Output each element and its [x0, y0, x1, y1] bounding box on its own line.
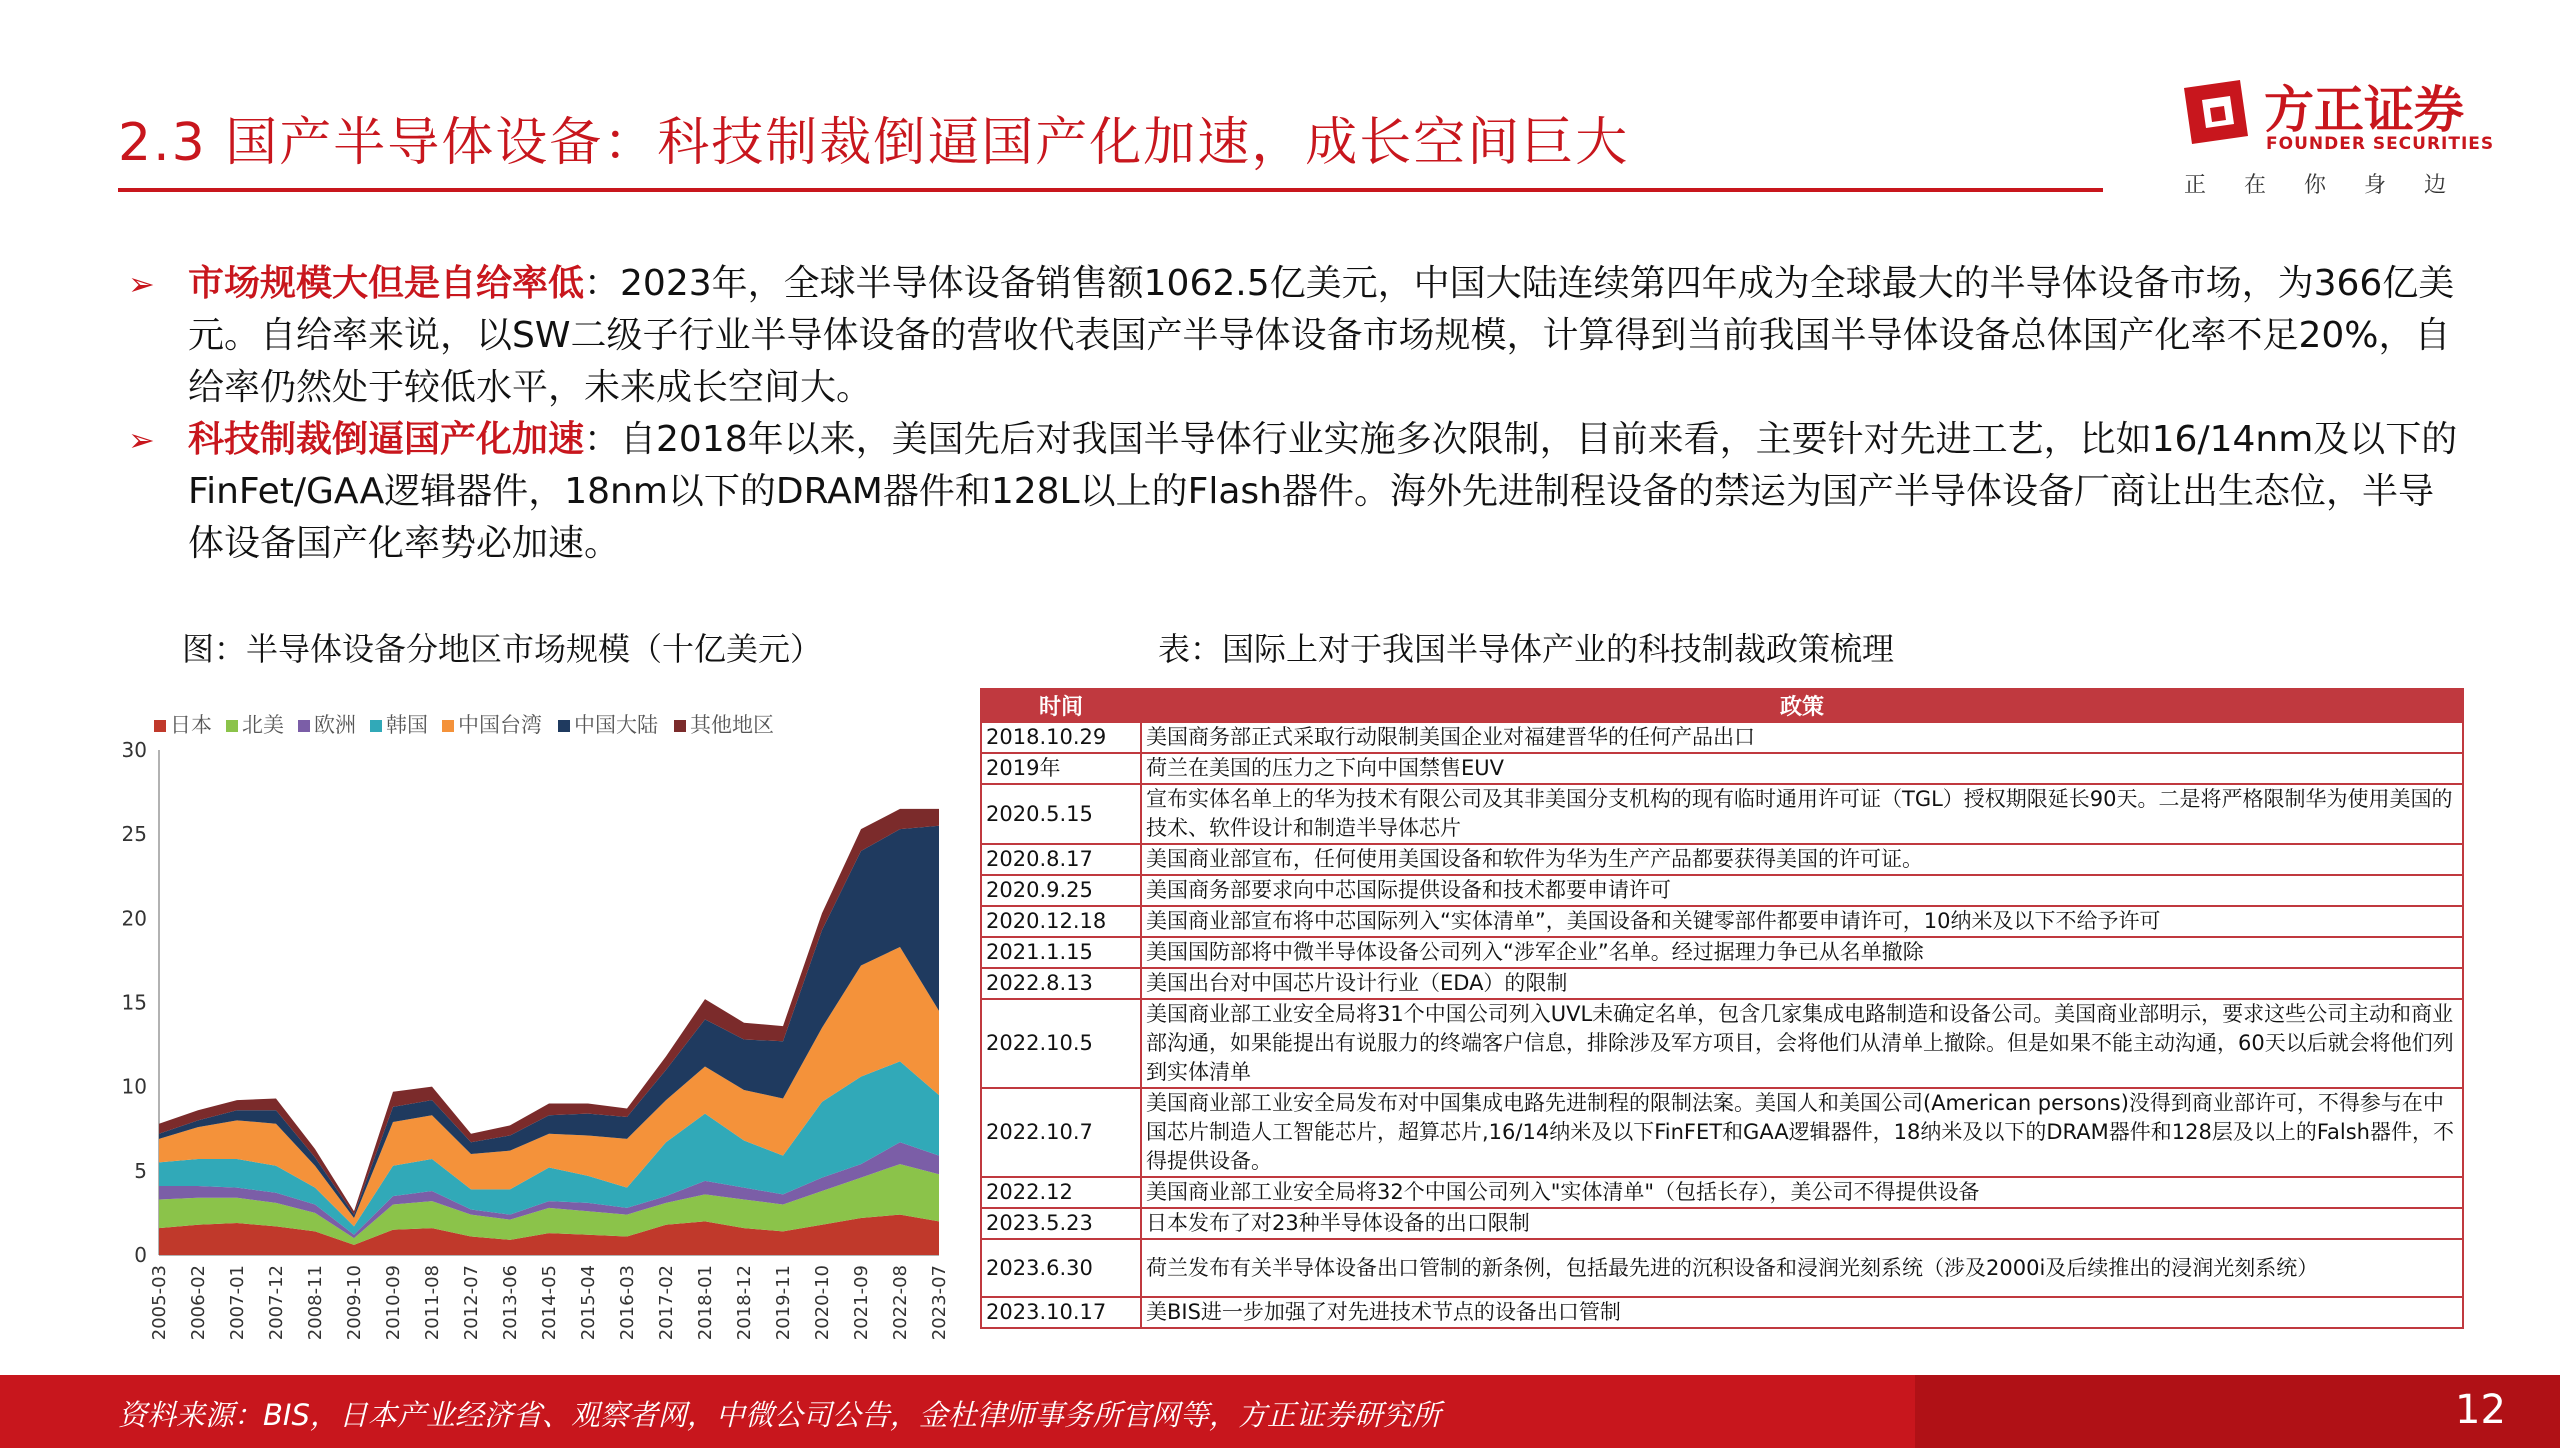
row-time: 2022.10.7	[981, 1088, 1141, 1177]
bullet-text: ：2023年，全球半导体设备销售额1062.5亿美元，中国大陆连续第四年成为全球最大的半导体设备市场，为366亿美元。自给率来说，以SW二级子行业半导体设备的营收代表国产半导体设备市场规模，计算得到当前我国半导体设备总体国产化率不足20%，自给率仍然处于较低水平，未来成长空间大。	[188, 263, 2455, 408]
policy-table-body	[981, 722, 2463, 1328]
table-row	[981, 1208, 2463, 1239]
row-time: 2023.6.30	[981, 1239, 1141, 1297]
row-policy: 美国商业部工业安全局发布对中国集成电路先进制程的限制法案。美国人和美国公司(American persons)没得到商业部许可，不得参与在中国芯片制造人工智能芯片，超算芯片,16/14纳米及以下FinFET和GAA逻辑器件，18纳米及以下的DRAM器件和128层及以上的Falsh器件，不得提供设备。	[1141, 1088, 2463, 1177]
x-tick-label: 2007-12	[266, 1265, 287, 1341]
legend-swatch	[226, 720, 238, 732]
legend-label: 韩国	[386, 713, 428, 737]
row-time: 2022.10.5	[981, 999, 1141, 1088]
table-row	[981, 753, 2463, 784]
page-number: 12	[2455, 1387, 2506, 1433]
table-row	[981, 1297, 2463, 1328]
x-tick-label: 2009-10	[344, 1265, 365, 1341]
logo-english: FOUNDER SECURITIES	[2266, 134, 2495, 154]
x-tick-label: 2014-05	[539, 1265, 560, 1341]
row-policy: 美国商业部工业安全局将31个中国公司列入UVL未确定名单，包含几家集成电路制造和设备公司。美国商业部明示，要求这些公司主动和商业部沟通，如果能提出有说服力的终端客户信息，排除涉及军方项目，会将他们从清单上撤除。但是如果不能主动沟通，60天以后就会将他们列到实体清单	[1141, 999, 2463, 1088]
x-tick-label: 2015-04	[578, 1265, 599, 1341]
column-header-policy: 政策	[1141, 689, 2463, 722]
row-policy: 荷兰在美国的压力之下向中国禁售EUV	[1141, 753, 2463, 784]
table-row	[981, 999, 2463, 1088]
policy-table	[980, 688, 2464, 1329]
bullet-text: ：自2018年以来，美国先后对我国半导体行业实施多次限制，目前来看，主要针对先进工艺，比如16/14nm及以下的FinFet/GAA逻辑器件，18nm以下的DRAM器件和128L以上的Flash器件。海外先进制程设备的禁运为国产半导体设备厂商让出生态位，半导体设备国产化率势必加速。	[188, 419, 2458, 564]
column-header-time: 时间	[981, 689, 1141, 722]
legend-label: 欧洲	[314, 713, 356, 737]
x-tick-label: 2018-12	[734, 1265, 755, 1341]
table-row	[981, 844, 2463, 875]
legend-label: 其他地区	[690, 713, 774, 737]
legend-label: 中国台湾	[458, 713, 542, 737]
row-time: 2023.10.17	[981, 1297, 1141, 1328]
title-divider	[118, 188, 2103, 192]
legend-label: 北美	[242, 713, 284, 737]
table-row	[981, 722, 2463, 753]
bullet-item	[128, 414, 2458, 570]
logo-name: 方正证券	[2264, 81, 2464, 139]
x-tick-label: 2017-02	[656, 1265, 677, 1341]
page-title: 2.3 国产半导体设备：科技制裁倒逼国产化加速，成长空间巨大	[118, 113, 1630, 173]
row-policy: 日本发布了对23种半导体设备的出口限制	[1141, 1208, 2463, 1239]
row-time: 2020.5.15	[981, 784, 1141, 844]
y-tick-label: 5	[134, 1158, 147, 1183]
legend-label: 日本	[170, 713, 212, 737]
table-header-row	[981, 689, 2463, 722]
row-time: 2020.9.25	[981, 875, 1141, 906]
row-policy: 美国商务部正式采取行动限制美国企业对福建晋华的任何产品出口	[1141, 722, 2463, 753]
y-tick-label: 20	[121, 906, 147, 931]
x-tick-label: 2008-11	[305, 1265, 326, 1341]
row-time: 2018.10.29	[981, 722, 1141, 753]
bullet-list	[128, 258, 2458, 570]
x-tick-label: 2021-09	[851, 1265, 872, 1341]
table-row	[981, 1177, 2463, 1208]
x-tick-label: 2018-01	[695, 1265, 716, 1341]
logo-slogan: 正在你身边	[2184, 173, 2485, 198]
row-policy: 美国出台对中国芯片设计行业（EDA）的限制	[1141, 968, 2463, 999]
row-time: 2020.12.18	[981, 906, 1141, 937]
row-time: 2022.8.13	[981, 968, 1141, 999]
bullet-item	[128, 258, 2458, 414]
company-logo	[2180, 70, 2500, 200]
row-policy: 宣布实体名单上的华为技术有限公司及其非美国分支机构的现有临时通用许可证（TGL）授权期限延长90天。二是将严格限制华为使用美国的技术、软件设计和制造半导体芯片	[1141, 784, 2463, 844]
chart-caption: 图：半导体设备分地区市场规模（十亿美元）	[182, 630, 823, 668]
footer-bar	[0, 1375, 2560, 1448]
table-row	[981, 875, 2463, 906]
table-caption: 表：国际上对于我国半导体产业的科技制裁政策梳理	[1158, 630, 1895, 668]
arrow-bullet-icon: ➢	[128, 421, 155, 459]
x-tick-label: 2006-02	[188, 1265, 209, 1341]
arrow-bullet-icon: ➢	[128, 265, 155, 303]
source-note: 资料来源：BIS，日本产业经济省、观察者网，中微公司公告，金杜律师事务所官网等，方正证券研究所	[118, 1398, 1441, 1432]
x-tick-label: 2019-11	[773, 1265, 794, 1341]
legend-swatch	[442, 720, 454, 732]
row-policy: 美国商业部宣布，任何使用美国设备和软件为华为生产产品都要获得美国的许可证。	[1141, 844, 2463, 875]
x-tick-label: 2016-03	[617, 1265, 638, 1341]
table-row	[981, 937, 2463, 968]
table-row	[981, 1239, 2463, 1297]
row-policy: 美BIS进一步加强了对先进技术节点的设备出口管制	[1141, 1297, 2463, 1328]
y-tick-label: 30	[121, 738, 147, 762]
row-policy: 美国商务部要求向中芯国际提供设备和技术都要申请许可	[1141, 875, 2463, 906]
y-tick-label: 15	[121, 990, 147, 1015]
y-tick-label: 0	[134, 1243, 147, 1267]
table-row	[981, 968, 2463, 999]
legend-label: 中国大陆	[574, 713, 658, 737]
x-tick-label: 2022-08	[890, 1265, 911, 1341]
row-time: 2021.1.15	[981, 937, 1141, 968]
bullet-lead: 市场规模大但是自给率低	[188, 263, 585, 304]
y-tick-label: 10	[121, 1074, 147, 1099]
legend-swatch	[298, 720, 310, 732]
row-policy: 荷兰发布有关半导体设备出口管制的新条例，包括最先进的沉积设备和浸润光刻系统（涉及2000i及后续推出的浸润光刻系统）	[1141, 1239, 2463, 1297]
row-policy: 美国商业部工业安全局将32个中国公司列入"实体清单"（包括长存），美公司不得提供设备	[1141, 1177, 2463, 1208]
logo-icon	[2180, 76, 2252, 148]
y-tick-label: 25	[121, 822, 147, 847]
table-row	[981, 1088, 2463, 1177]
row-time: 2022.12	[981, 1177, 1141, 1208]
bullet-lead: 科技制裁倒逼国产化加速	[188, 419, 585, 460]
row-time: 2020.8.17	[981, 844, 1141, 875]
x-tick-label: 2013-06	[500, 1265, 521, 1341]
table-row	[981, 906, 2463, 937]
legend-swatch	[370, 720, 382, 732]
row-time: 2023.5.23	[981, 1208, 1141, 1239]
row-time: 2019年	[981, 753, 1141, 784]
legend-swatch	[674, 720, 686, 732]
x-tick-label: 2020-10	[812, 1265, 833, 1341]
x-tick-label: 2012-07	[461, 1265, 482, 1341]
x-tick-label: 2010-09	[383, 1265, 404, 1341]
x-tick-label: 2007-01	[227, 1265, 248, 1341]
row-policy: 美国国防部将中微半导体设备公司列入“涉军企业”名单。经过据理力争已从名单撤除	[1141, 937, 2463, 968]
table-row	[981, 784, 2463, 844]
row-policy: 美国商业部宣布将中芯国际列入“实体清单”，美国设备和关键零部件都要申请许可，10纳米及以下不给予许可	[1141, 906, 2463, 937]
stacked-area-chart	[84, 700, 964, 1360]
legend-swatch	[558, 720, 570, 732]
x-tick-label: 2005-03	[149, 1265, 170, 1341]
x-tick-label: 2023-07	[929, 1265, 950, 1341]
x-tick-label: 2011-08	[422, 1265, 443, 1341]
legend-swatch	[154, 720, 166, 732]
